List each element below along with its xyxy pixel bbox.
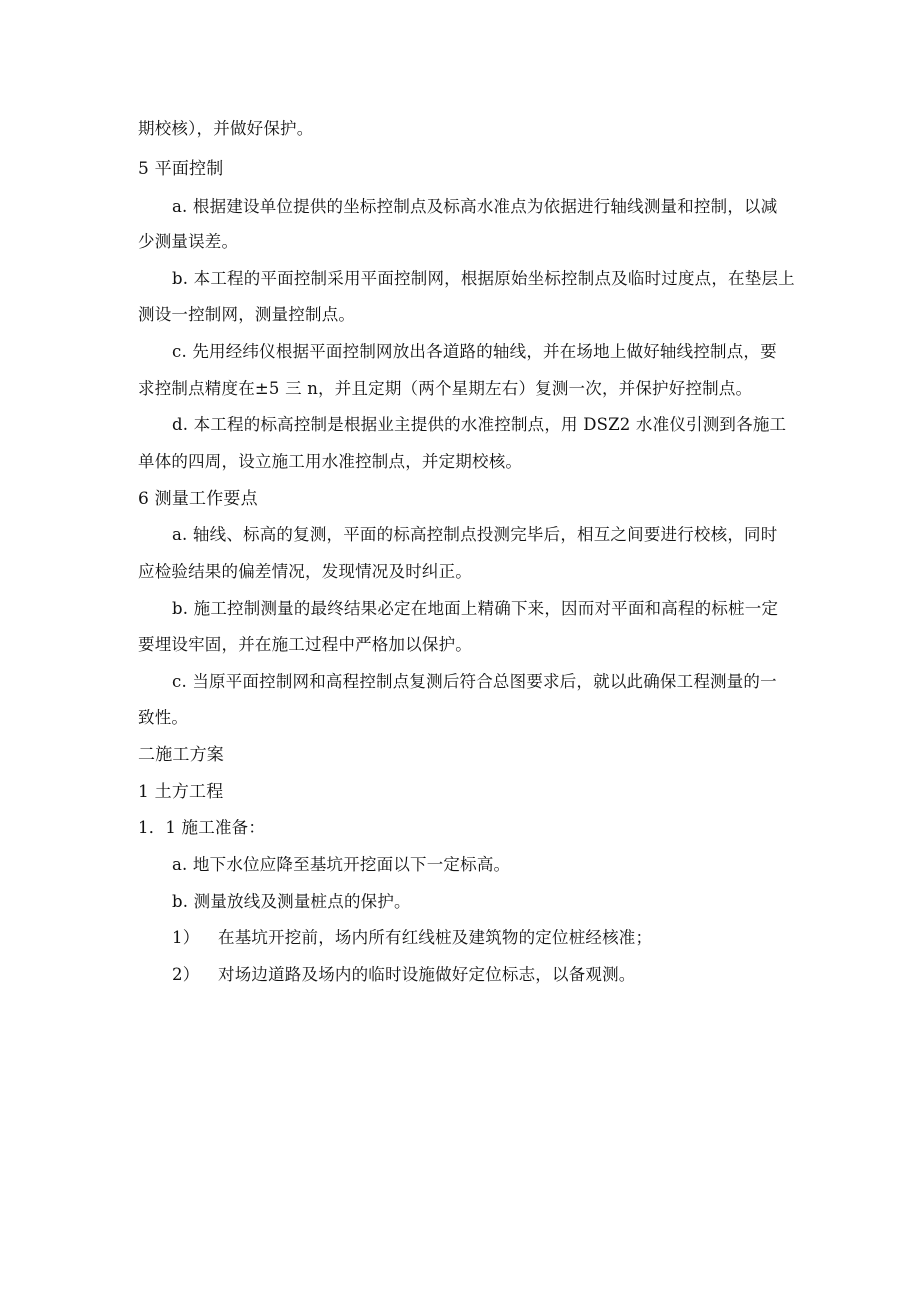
text-line: 期校核），并做好保护。 [138, 119, 314, 138]
text-line: 要埋设牢固，并在施工过程中严格加以保护。 [138, 635, 472, 654]
numbered-item [172, 964, 636, 986]
text-line: b. 测量放线及测量桩点的保护。 [172, 892, 411, 911]
text-line: d. 本工程的标高控制是根据业主提供的水准控制点，用 DSZ2 水准仪引测到各施工 [172, 415, 787, 434]
text-line: b. 本工程的平面控制采用平面控制网，根据原始坐标控制点及临时过度点，在垫层上 [172, 269, 795, 288]
numbered-item [172, 927, 652, 949]
text-line: 应检验结果的偏差情况，发现情况及时纠正。 [138, 562, 472, 581]
text-line: c. 先用经纬仪根据平面控制网放出各道路的轴线，并在场地上做好轴线控制点，要 [172, 342, 777, 361]
item-number: 1） [172, 928, 200, 947]
text-line: c. 当原平面控制网和高程控制点复测后符合总图要求后，就以此确保工程测量的一 [172, 672, 777, 691]
section-heading: 5 平面控制 [138, 159, 224, 179]
text-line: 测设一控制网，测量控制点。 [138, 305, 356, 324]
text-line: 求控制点精度在±5 三 n，并且定期（两个星期左右）复测一次，并保护好控制点。 [138, 379, 753, 398]
item-text: 对场边道路及场内的临时设施做好定位标志，以备观测。 [218, 965, 636, 984]
text-line: 致性。 [138, 708, 189, 727]
text-line: a. 地下水位应降至基坑开挖面以下一定标高。 [172, 855, 511, 874]
subsection-heading: 1．1 施工准备： [138, 818, 266, 837]
section-heading: 二施工方案 [138, 745, 224, 765]
text-line: 少测量误差。 [138, 232, 239, 251]
text-line: a. 根据建设单位提供的坐标控制点及标高水准点为依据进行轴线测量和控制，以减 [172, 197, 778, 216]
section-heading: 1 土方工程 [138, 782, 224, 802]
item-number: 2） [172, 965, 200, 984]
item-text: 在基坑开挖前，场内所有红线桩及建筑物的定位桩经核准； [218, 928, 653, 947]
text-line: 单体的四周，设立施工用水准控制点，并定期校核。 [138, 452, 523, 471]
text-line: a. 轴线、标高的复测，平面的标高控制点投测完毕后，相互之间要进行校核，同时 [172, 525, 778, 544]
text-line: b. 施工控制测量的最终结果必定在地面上精确下来，因而对平面和高程的标桩一定 [172, 599, 779, 618]
section-heading: 6 测量工作要点 [138, 489, 258, 509]
